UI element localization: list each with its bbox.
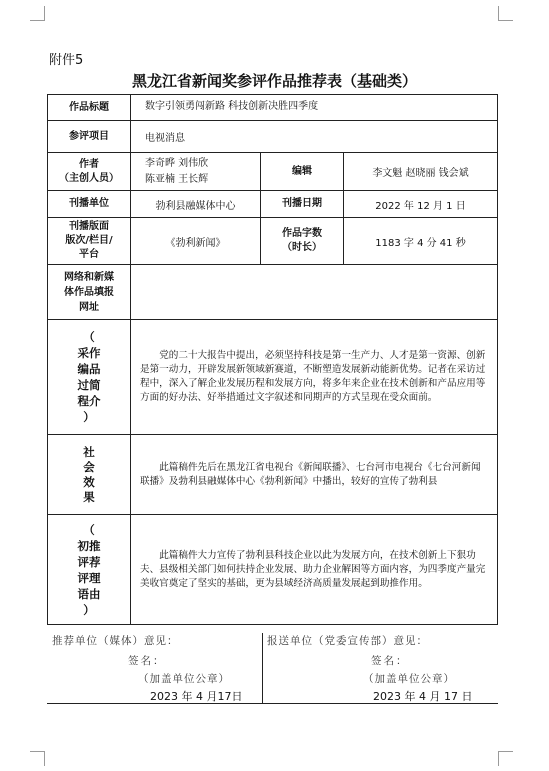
category-value: 电视消息 — [131, 121, 498, 153]
form-bottom-border — [47, 703, 498, 704]
effect-label — [48, 435, 131, 515]
review-label-c1: 初推 — [77, 538, 101, 553]
effect-label-c1: 会 — [83, 459, 95, 474]
author-value-line2: 陈亚楠 王长辉 — [145, 173, 209, 185]
review-label-c0: （ — [83, 522, 95, 537]
work-title-value: 数字引领勇闯新路 科技创新决胜四季度 — [131, 95, 498, 121]
crop-mark-top-left — [30, 6, 45, 21]
layout-label-line1: 刊播版面 — [69, 221, 109, 232]
process-text-cell — [131, 320, 498, 435]
recommending-unit-opinion: 推荐单位（媒体）意见： — [52, 635, 179, 647]
crop-mark-bottom-left — [30, 751, 45, 766]
effect-text-cell — [131, 435, 498, 515]
submitting-unit-stamp: （加盖单位公章） — [363, 673, 455, 685]
recommending-unit-date: 2023 年 4 月17日 — [150, 690, 243, 703]
layout-label-line2: 版次/栏目/ — [65, 235, 113, 246]
process-text: 党的二十大报告中提出，必须坚持科技是第一生产力、人才是第一资源、创新是第一动力，开辟发展新领域新赛道，不断塑造发展新动能新优势。记者在采访过程中，深入了解企业发展历程和发展方向，将多年来企业在技术创新和产品应用等方面的好办法、好举措通过文字叙述和同期声的方式呈现在受众面前。 — [140, 350, 486, 403]
process-label-c4: 程介 — [77, 394, 101, 408]
review-label-c5: ） — [83, 602, 95, 617]
row-publisher-date — [48, 191, 498, 218]
word-count-label-line2: （时长） — [282, 242, 322, 253]
submitting-unit-date: 2023 年 4 月 17 日 — [373, 690, 473, 703]
editor-label: 编辑 — [261, 153, 344, 191]
word-count-label — [261, 218, 344, 265]
review-label — [48, 515, 131, 625]
row-category — [48, 121, 498, 153]
submitting-unit-signature — [262, 633, 497, 704]
row-layout-wordcount — [48, 218, 498, 265]
row-process — [48, 320, 498, 435]
submitting-unit-sign: 签名： — [371, 655, 409, 667]
author-label-line2: （主创人员） — [59, 172, 119, 184]
page-title: 黑龙江省新闻奖参评作品推荐表（基础类） — [131, 72, 417, 90]
row-online-url — [48, 265, 498, 320]
publisher-label: 刊播单位 — [48, 191, 131, 218]
row-review — [48, 515, 498, 625]
review-label-c4: 语由 — [77, 586, 101, 601]
online-url-label — [48, 265, 131, 320]
category-label: 参评项目 — [48, 121, 131, 153]
recommendation-form — [47, 94, 498, 625]
recommending-unit-stamp: （加盖单位公章） — [138, 673, 230, 685]
online-url-label-line3: 网址 — [79, 301, 99, 313]
process-label-c3: 过简 — [77, 378, 101, 392]
row-author-editor — [48, 153, 498, 191]
online-url-label-line1: 网络和新媒 — [64, 271, 114, 283]
row-effect — [48, 435, 498, 515]
crop-mark-top-right — [498, 6, 513, 21]
effect-label-c0: 社 — [83, 444, 95, 459]
layout-label-line3: 平台 — [79, 249, 99, 260]
author-label-line1: 作者 — [79, 158, 99, 170]
editor-value: 李文魁 赵晓丽 钱会斌 — [344, 153, 498, 191]
recommending-unit-sign: 签名： — [128, 655, 166, 667]
author-value-line1: 李奇晔 刘伟欣 — [145, 157, 209, 169]
review-label-c3: 评理 — [77, 570, 101, 585]
work-title-label: 作品标题 — [48, 95, 131, 121]
process-label-c1: 采作 — [77, 346, 101, 360]
layout-value: 《勃利新闻》 — [131, 218, 261, 265]
effect-text: 此篇稿件先后在黑龙江省电视台《新闻联播》、七台河市电视台《七台河新闻联播》及勃利县融媒体中心《勃利新闻》中播出，较好的宣传了勃利县 — [140, 461, 481, 487]
process-label-c2: 编品 — [77, 362, 101, 376]
submitting-unit-opinion: 报送单位（党委宣传部）意见： — [267, 635, 428, 647]
online-url-value — [131, 265, 498, 320]
layout-label — [48, 218, 131, 265]
word-count-value: 1183 字 4 分 41 秒 — [344, 218, 498, 265]
online-url-label-line2: 体作品填报 — [64, 286, 114, 298]
crop-mark-bottom-right — [498, 751, 513, 766]
author-value — [131, 153, 261, 191]
word-count-label-line1: 作品字数 — [282, 228, 322, 239]
attachment-label: 附件5 — [49, 53, 84, 68]
publish-date-label: 刊播日期 — [261, 191, 344, 218]
publisher-value: 勃利县融媒体中心 — [131, 191, 261, 218]
review-text: 此篇稿件大力宣传了勃利县科技企业以此为发展方向，在技术创新上下狠功夫、县级相关部门如何扶持企业发展、助力企业解困等方面内容，为四季度产量完美收官奠定了坚实的基础，更为县域经济高质量发展起到助推作用。 — [140, 549, 486, 589]
effect-label-c2: 效 — [83, 474, 95, 489]
process-label — [48, 320, 131, 435]
process-label-c5: ） — [83, 410, 95, 424]
review-label-c2: 评荐 — [77, 554, 101, 569]
review-text-cell — [131, 515, 498, 625]
author-label — [48, 153, 131, 191]
process-label-c0: （ — [83, 330, 95, 344]
effect-label-c3: 果 — [83, 489, 95, 504]
row-work-title — [48, 95, 498, 121]
recommending-unit-signature — [48, 633, 262, 704]
publish-date-value: 2022 年 12 月 1 日 — [344, 191, 498, 218]
